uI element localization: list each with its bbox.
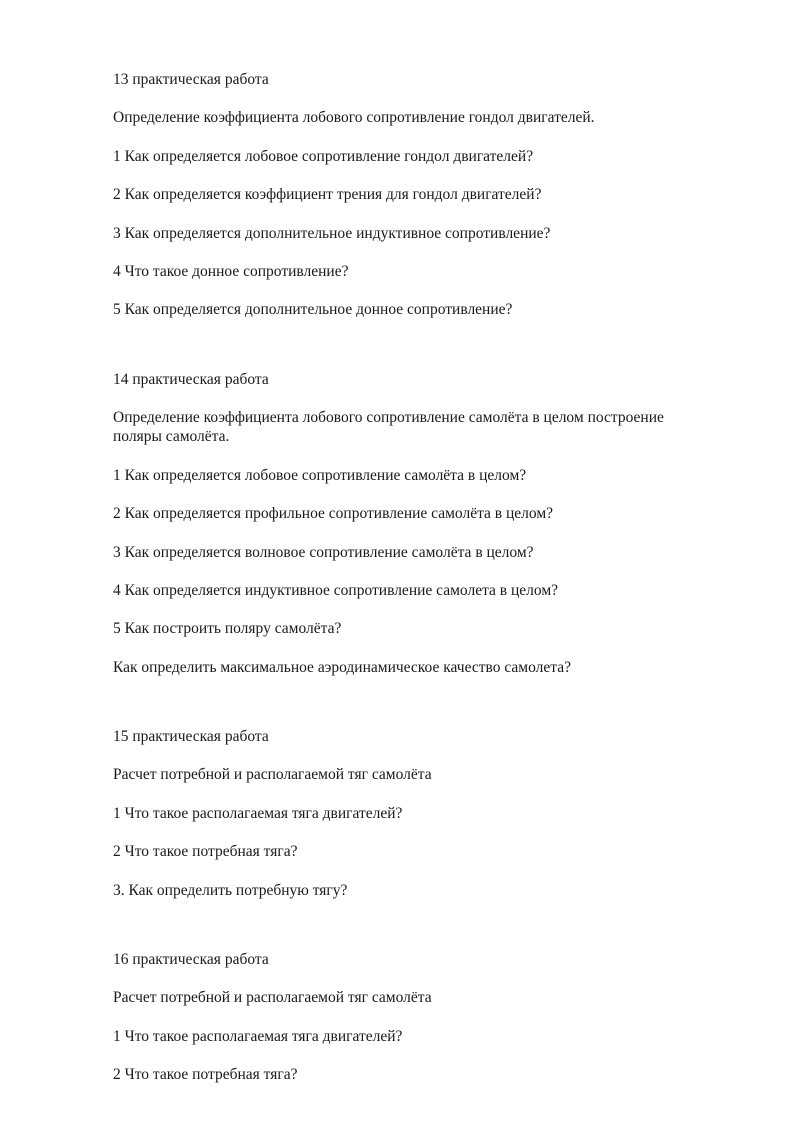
- question-item: 4 Что такое донное сопротивление?: [113, 262, 349, 280]
- section-subtitle: Расчет потребной и располагаемой тяг самолёта: [113, 766, 432, 784]
- practical-work-section-14: [113, 370, 705, 677]
- practical-work-section-13: [113, 70, 705, 320]
- practical-work-section-16: [113, 950, 705, 1085]
- question-item: Как определить максимальное аэродинамическое качество самолета?: [113, 658, 571, 676]
- section-subtitle: Расчет потребной и располагаемой тяг самолёта: [113, 989, 432, 1007]
- question-item: 3 Как определяется волновое сопротивление самолёта в целом?: [113, 543, 534, 561]
- question-item: 1 Как определяется лобовое сопротивление самолёта в целом?: [113, 466, 527, 484]
- question-item: 3. Как определить потребную тягу?: [113, 881, 348, 899]
- practical-work-section-15: [113, 727, 705, 900]
- section-heading: 13 практическая работа: [113, 71, 269, 88]
- section-subtitle: Определение коэффициента лобового сопротивление самолёта в целом построение поляры самолёта.: [113, 409, 668, 446]
- question-item: 2 Как определяется коэффициент трения для гондол двигателей?: [113, 186, 542, 204]
- section-heading: 16 практическая работа: [113, 950, 269, 968]
- question-item: 2 Что такое потребная тяга?: [113, 1066, 298, 1083]
- question-item: 4 Как определяется индуктивное сопротивление самолета в целом?: [113, 581, 559, 599]
- section-subtitle: Определение коэффициента лобового сопротивление гондол двигателей.: [113, 109, 595, 127]
- question-item: 1 Что такое располагаемая тяга двигателей?: [113, 804, 403, 822]
- question-item: 3 Как определяется дополнительное индуктивное сопротивление?: [113, 224, 551, 242]
- question-item: 5 Как определяется дополнительное донное сопротивление?: [113, 301, 513, 319]
- question-item: 2 Что такое потребная тяга?: [113, 843, 298, 861]
- question-item: 5 Как построить поляру самолёта?: [113, 620, 342, 638]
- document-body: [113, 70, 705, 1084]
- question-item: 1 Что такое располагаемая тяга двигателей?: [113, 1027, 403, 1045]
- question-item: 2 Как определяется профильное сопротивление самолёта в целом?: [113, 505, 554, 523]
- question-item: 1 Как определяется лобовое сопротивление гондол двигателей?: [113, 147, 534, 165]
- section-heading: 14 практическая работа: [113, 370, 269, 388]
- section-heading: 15 практическая работа: [113, 728, 269, 745]
